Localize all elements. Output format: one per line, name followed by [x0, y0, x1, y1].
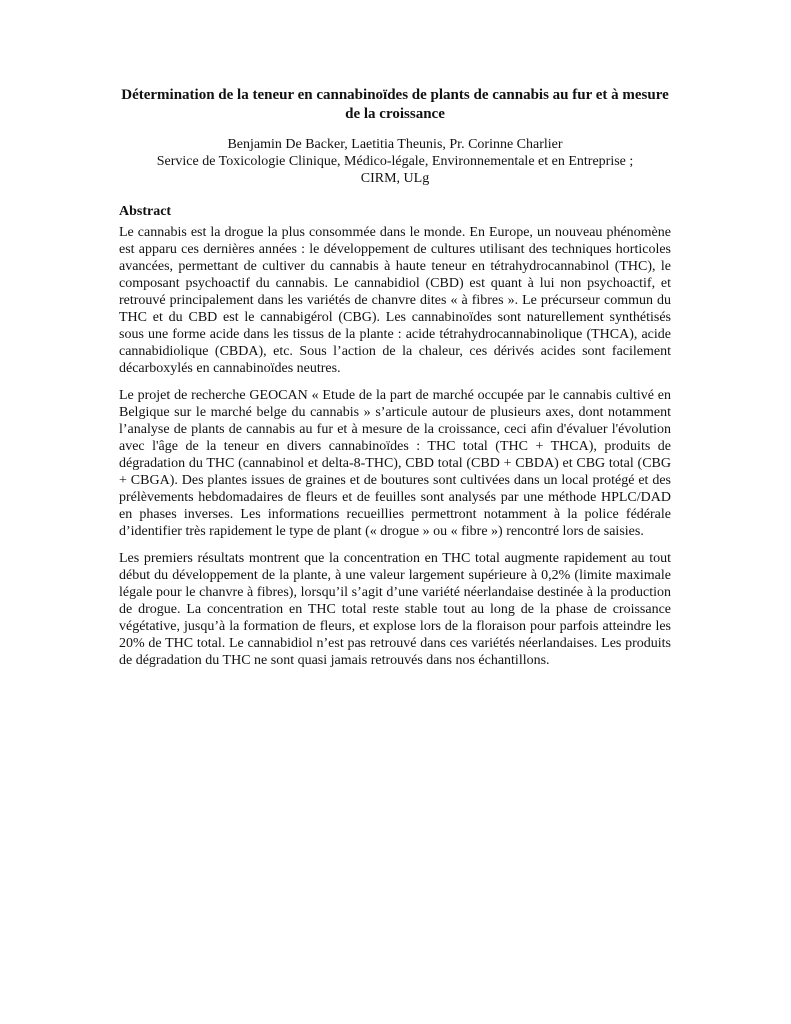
abstract-paragraph-1: Le cannabis est la drogue la plus consommée dans le monde. En Europe, un nouveau phénomène est apparu ces dernières années : le développement de cultures utilisant des techniques horticoles avancées, permettant de cultiver du cannabis à haute teneur en tétrahydrocannabinol (THC), le composant psychoactif du cannabis. Le cannabidiol (CBD) est quant à lui non psychoactif, et retrouvé principalement dans les variétés de chanvre dites « à fibres ». Le précurseur commun du THC et du CBD est le cannabigérol (CBG). Les cannabinoïdes sont naturellement synthétisés sous une forme acide dans les tissus de la plante : acide tétrahydrocannabinolique (THCA), acide cannabidiolique (CBDA), etc. Sous l’action de la chaleur, ces dérivés acides sont facilement décarboxylés en cannabinoïdes neutres. [119, 225, 671, 376]
abstract-paragraph-2: Le projet de recherche GEOCAN « Etude de la part de marché occupée par le cannabis cultivé en Belgique sur le marché belge du cannabis » s’articule autour de plusieurs axes, dont notamment l’analyse de plants de cannabis au fur et à mesure de la croissance, ceci afin d'évaluer l'évolution avec l'âge de la teneur en divers cannabinoïdes : THC total (THC + THCA), produits de dégradation du THC (cannabinol et delta-8-THC), CBD total (CBD + CBDA) et CBG total (CBG + CBGA). Des plantes issues de graines et de boutures sont cultivées dans un local protégé et des prélèvements hebdomadaires de fleurs et de feuilles sont analysés par une méthode HPLC/DAD en phases inverses. Les informations recueillies permettront notamment à la police fédérale d’identifier très rapidement le type de plant (« drogue » ou « fibre ») rencontré lors de saisies. [119, 388, 671, 539]
affiliation-line-2: CIRM, ULg [360, 171, 430, 186]
affiliation-line-1: Service de Toxicologie Clinique, Médico-légale, Environnementale et en Entreprise ; [156, 154, 634, 169]
abstract-paragraph-3: Les premiers résultats montrent que la concentration en THC total augmente rapidement au tout début du développement de la plante, à une valeur largement supérieure à 0,2% (limite maximale légale pour le chanvre à fibres), lorsqu’il s’agit d’une variété néerlandaise destinée à la production de drogue. La concentration en THC total reste stable tout au long de la phase de croissance végétative, jusqu’à la formation de fleurs, et explose lors de la floraison pour parfois atteindre les 20% de THC total. Le cannabidiol n’est pas retrouvé dans ces variétés néerlandaises. Les produits de dégradation du THC ne sont quasi jamais retrouvés dans nos échantillons. [119, 551, 671, 668]
document-page [119, 86, 671, 679]
author-list: Benjamin De Backer, Laetitia Theunis, Pr. Corinne Charlier [227, 137, 563, 152]
abstract-heading: Abstract [119, 204, 172, 219]
page-title: Détermination de la teneur en cannabinoïdes de plants de cannabis au fur et à mesure de la croissance [121, 87, 669, 122]
